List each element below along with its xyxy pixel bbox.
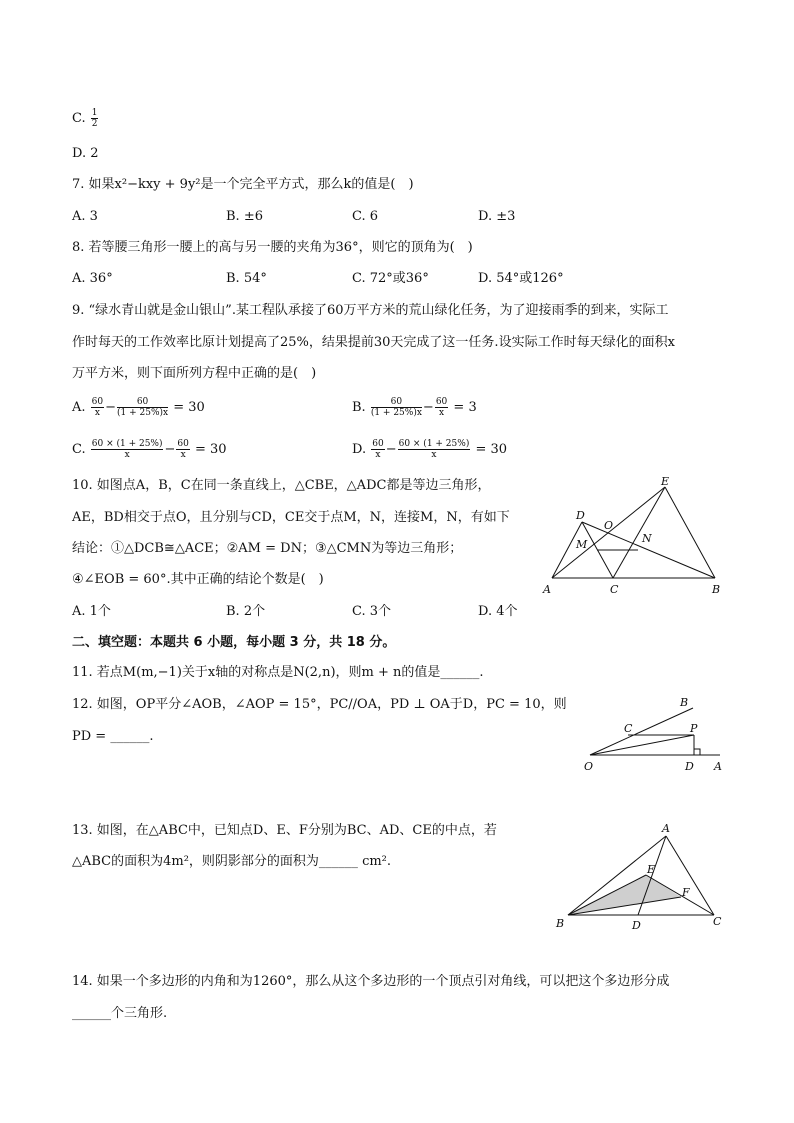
label-E: E xyxy=(647,863,656,876)
q12-figure xyxy=(580,692,740,777)
label-C: C xyxy=(610,583,619,596)
label-O: O xyxy=(604,519,614,532)
q9-option-d: D. $\frac{60}{x}$ − $\frac{60 \times (1 + 25\%)}{x}$ = 30 xyxy=(352,439,508,460)
q7-option-b: B. ±6 xyxy=(226,209,263,224)
q8-option-d: D. 54°或126° xyxy=(478,271,564,286)
q7-option-a: A. 3 xyxy=(72,209,98,224)
q10-option-c: C. 3个 xyxy=(352,604,392,619)
label-C: C xyxy=(624,722,633,735)
label-D: D xyxy=(685,760,694,773)
label-P: P xyxy=(690,722,698,735)
q8-option-a: A. 36° xyxy=(72,271,113,286)
q12-stem-line2: PD = ______. xyxy=(72,729,154,744)
q8-option-b: B. 54° xyxy=(226,271,267,286)
q9-stem-line2: 作时每天的工作效率比原计划提高了25%，结果提前30天完成了这一任务.设实际工作时每天绿化的面积x xyxy=(72,335,675,350)
q8-option-c: C. 72°或36° xyxy=(352,271,429,286)
q13-stem-line1: 13. 如图，在△ABC中，已知点D、E、F分别为BC、AD、CE的中点，若 xyxy=(72,823,497,838)
q7-option-c: C. 6 xyxy=(352,209,379,224)
q14-stem-line2: ______个三角形. xyxy=(72,1006,168,1021)
q10-stem-line2: AE，BD相交于点O，且分别与CD，CE交于点M，N，连接M，N，有如下 xyxy=(72,510,510,525)
q10-option-a: A. 1个 xyxy=(72,604,111,619)
shaded-region xyxy=(568,875,681,915)
label-A: A xyxy=(714,760,722,773)
q7-option-d: D. ±3 xyxy=(478,209,516,224)
q9-option-a: A. $\frac{60}{x}$ − $\frac{60}{(1 + 25\%)x}$ = 30 xyxy=(72,397,205,418)
label-F: F xyxy=(682,886,690,899)
label-A: A xyxy=(662,822,670,835)
q10-stem-line1: 10. 如图点A，B，C在同一条直线上，△CBE，△ADC都是等边三角形， xyxy=(72,478,491,493)
q14-stem-line1: 14. 如果一个多边形的内角和为1260°，那么从这个多边形的一个顶点引对角线，可以把这个多边形分成 xyxy=(72,974,670,989)
q6-option-d: D. 2 xyxy=(72,146,99,161)
q7-stem: 7. 如果x²−kxy + 9y²是一个完全平方式，那么k的值是( ) xyxy=(72,177,414,192)
q8-stem: 8. 若等腰三角形一腰上的高与另一腰的夹角为36°，则它的顶角为( ) xyxy=(72,240,473,255)
q10-stem-line3: 结论：①△DCB≅△ACE；②AM = DN；③△CMN为等边三角形； xyxy=(72,541,463,556)
label-M: M xyxy=(576,538,588,551)
q10-stem-line4: ④∠EOB = 60°.其中正确的结论个数是( ) xyxy=(72,572,324,587)
q12-stem-line1: 12. 如图，OP平分∠AOB，∠AOP = 15°，PC//OA，PD ⊥ OA于D，PC = 10，则 xyxy=(72,697,567,712)
q9-option-c: C. $\frac{60 \times (1 + 25\%)}{x}$ − $\frac{60}{x}$ = 30 xyxy=(72,439,227,460)
label-D: D xyxy=(576,509,585,522)
q9-option-b: B. $\frac{60}{(1 + 25\%)x}$ − $\frac{60}{x}$ = 3 xyxy=(352,397,477,418)
label-B: B xyxy=(556,917,565,930)
q6-option-c: C. $\frac{1}{2}$ xyxy=(72,108,98,129)
label-C: C xyxy=(713,915,722,928)
label-E: E xyxy=(661,475,670,488)
label-O: O xyxy=(584,760,594,773)
q11-stem: 11. 若点M(m,−1)关于x轴的对称点是N(2,n)，则m + n的值是______. xyxy=(72,665,484,680)
label-N: N xyxy=(642,532,652,545)
q10-option-b: B. 2个 xyxy=(226,604,266,619)
q13-stem-line2: △ABC的面积为4m²，则阴影部分的面积为______ cm². xyxy=(72,854,392,869)
label-D: D xyxy=(632,919,641,932)
q9-stem-line1: 9. “绿水青山就是金山银山”.某工程队承接了60万平方米的荒山绿化任务，为了迎接雨季的到来，实际工 xyxy=(72,303,669,318)
fraction: $\frac{1}{2}$ xyxy=(91,108,98,129)
section-2-header: 二、填空题：本题共 6 小题，每小题 3 分，共 18 分。 xyxy=(72,635,396,650)
q10-figure xyxy=(540,475,740,600)
label-A: A xyxy=(543,583,551,596)
label-B: B xyxy=(712,583,721,596)
label-B: B xyxy=(680,696,689,709)
q9-stem-line3: 万平方米，则下面所列方程中正确的是( ) xyxy=(72,366,317,381)
q10-option-d: D. 4个 xyxy=(478,604,518,619)
q13-figure xyxy=(550,818,730,933)
